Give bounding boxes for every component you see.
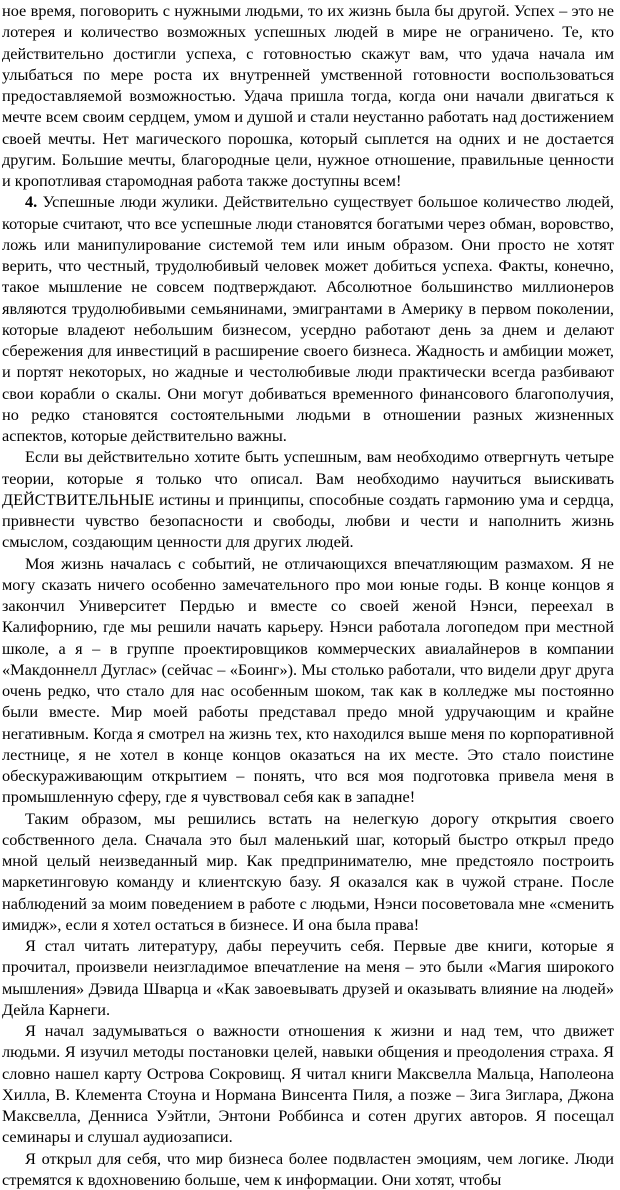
paragraph-6: Я стал читать литературу, дабы переучить себя. Первые две книги, которые я прочитал, произвели неизгладимое впечатление на меня – это были «Магия широкого мышления» Дэвида Шварца и «Как завоевывать друзей и оказывать влияние на людей» Дейла Карнеги. xyxy=(2,935,614,1020)
paragraph-3: Если вы действительно хотите быть успешным, вам необходимо отвергнуть четыре теории, которые я только что описал. Вам необходимо научиться выискивать ДЕЙСТВИТЕЛЬНЫЕ истины и принципы, способные создать гармонию ума и сердца, привнести чувство безопасности и свободы, любви и чести и наполнить жизнь смыслом, создающим ценности для других людей. xyxy=(2,446,614,552)
paragraph-4: Моя жизнь началась с событий, не отличающихся впечатляющим размахом. Я не могу сказать ничего особенно замечательного про мои юные годы. В конце концов я закончил Университет Пердью и вместе со своей женой Нэнси, переехал в Калифорнию, где мы решили начать карьеру. Нэнси работала логопедом при местной школе, а я – в группе проектировщиков коммерческих авиалайнеров в компании «Макдоннелл Дуглас» (сейчас – «Боинг»). Мы столько работали, что видели друг друга очень редко, что стало для нас особенным шоком, так как в колледже мы постоянно были вместе. Мир моей работы представал предо мной удручающим и крайне негативным. Когда я смотрел на жизнь тех, кто находился выше меня по корпоративной лестнице, я не хотел в конце концов оказаться на их месте. Это стало поистине обескураживающим открытием – понять, что вся моя подготовка привела меня в промышленную сферу, где я чувствовал себя как в западне! xyxy=(2,553,614,808)
list-number: 4. xyxy=(25,192,37,211)
paragraph-8: Я открыл для себя, что мир бизнеса более подвластен эмоциям, чем логике. Люди стремятся к вдохновению больше, чем к информации. Они хотят, чтобы xyxy=(2,1148,614,1190)
book-page xyxy=(2,0,614,974)
paragraph-7: Я начал задумываться о важности отношения к жизни и над тем, что движет людьми. Я изучил методы постановки целей, навыки общения и преодоления страха. Я словно нашел карту Острова Сокровищ. Я читал книги Максвелла Мальца, Наполеона Хилла, В. Клемента Стоуна и Нормана Винсента Пиля, а позже – Зига Зиглара, Джона Максвелла, Денниса Уэйтли, Энтони Роббинса и сотен других авторов. Я посещал семинары и слушал аудиозаписи. xyxy=(2,1020,614,1148)
paragraph-5: Таким образом, мы решились встать на нелегкую дорогу открытия своего собственного дела. Сначала это был маленький шаг, который быстро открыл предо мной целый неизведанный мир. Как предпринимателю, мне предстояло построить маркетинговую команду и клиентскую базу. Я оказался как в чужой стране. После наблюдений за моим поведением в работе с людьми, Нэнси посоветовала мне «сменить имидж», если я хотел остаться в бизнесе. И она была права! xyxy=(2,808,614,936)
paragraph-2-text: Успешные люди жулики. Действительно существует большое количество людей, которые считают, что все успешные люди становятся богатыми через обман, воровство, ложь или манипулирование системой тем или иным образом. Они просто не хотят верить, что честный, трудолюбивый человек может добиться успеха. Факты, конечно, такое мышление не совсем подтверждают. Абсолютное большинство миллионеров являются трудолюбивыми семьянинами, эмигрантами в Америку в первом поколении, которые владеют небольшим бизнесом, усердно работают день за днем и делают сбережения для инвестиций в расширение своего бизнеса. Жадность и амбиции может, и портят некоторых, но жадные и честолюбивые люди практически всегда разбивают свои корабли о скалы. Они могут добиваться временного финансового благополучия, но редко становятся состоятельными людьми в отношении разных жизненных аспектов, которые действительно важны. xyxy=(2,192,614,445)
paragraph-2 xyxy=(2,191,614,446)
paragraph-1: ное время, поговорить с нужными людьми, то их жизнь была бы другой. Успех – это не лотерея и количество возможных успешных людей в мире не ограничено. Те, кто действительно достигли успеха, с готовностью скажут вам, что удача начала им улыбаться по мере роста их внутренней умственной готовности воспользоваться предоставляемой возможностью. Удача пришла тогда, когда они начали двигаться к мечте всем своим сердцем, умом и душой и стали неустанно работать над достижением своей мечты. Нет магического порошка, который сыплется на одних и не достается другим. Большие мечты, благородные цели, нужное отношение, правильные ценности и кропотливая старомодная работа также доступны всем! xyxy=(2,0,614,191)
